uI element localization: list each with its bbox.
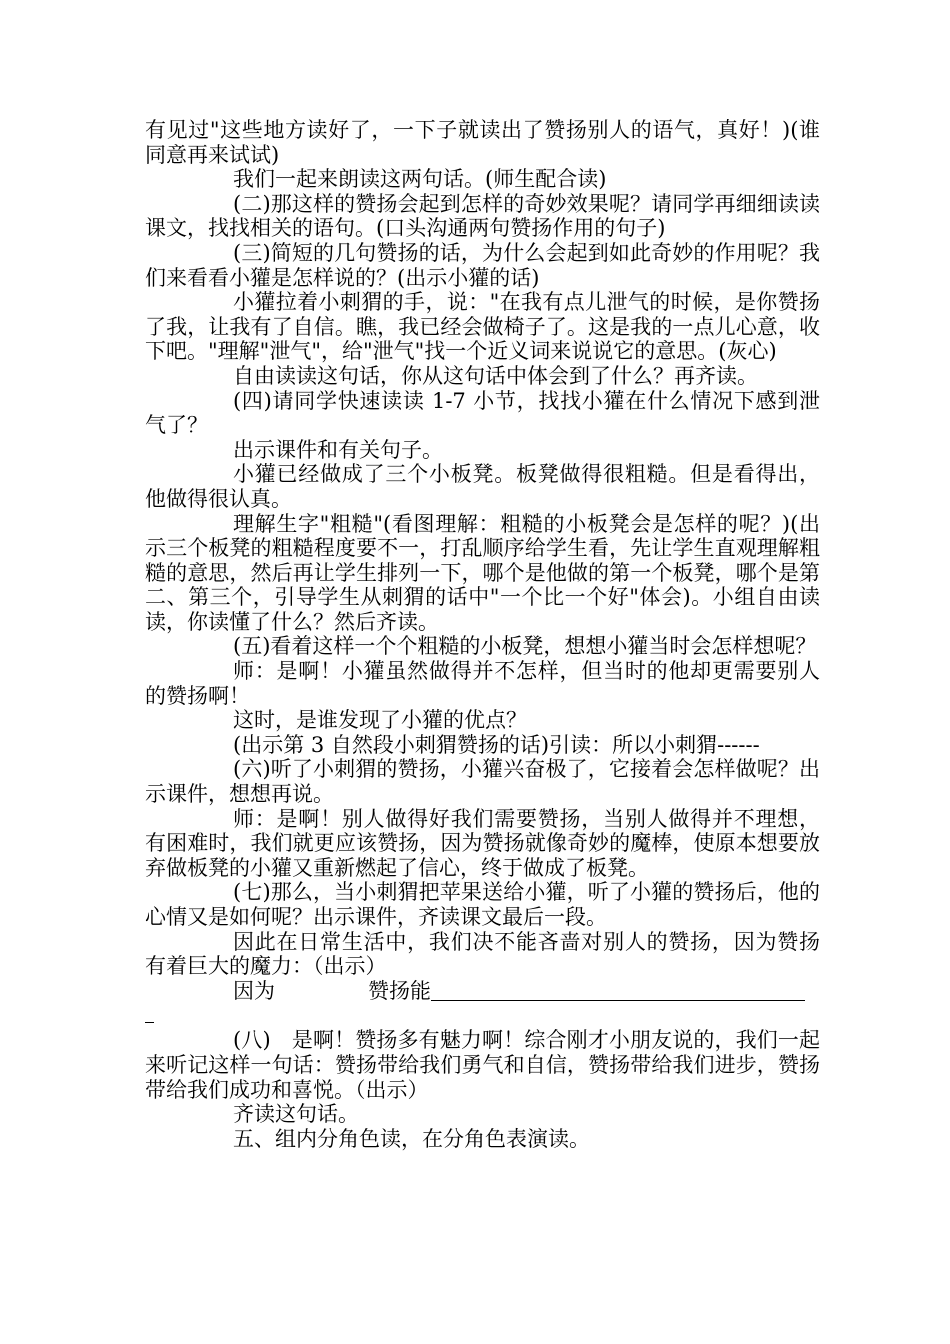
paragraph-8: 出示课件和有关句子。 — [233, 437, 443, 462]
paragraph-2: 我们一起来朗读这两句话。(师生配合读) — [233, 167, 607, 192]
fill-line-left-label: 因为 — [233, 979, 275, 1004]
paragraph-9: 小獾已经做成了三个小板凳。板凳做得很粗糙。但是看得出，他做得很认真。 — [145, 462, 820, 511]
fill-in-line — [145, 979, 820, 1004]
paragraph-14: (出示第 3 自然段小刺猬赞扬的话)引读：所以小刺猬------ — [233, 732, 760, 757]
paragraph-19: (八) 是啊！赞扬多有魅力啊！综合刚才小朋友说的，我们一起来听记这样一句话：赞扬带给我们勇气和自信，赞扬带给我们进步，赞扬带给我们成功和喜悦。（出示） — [145, 1028, 820, 1102]
paragraph-17: (七)那么，当小刺猬把苹果送给小獾，听了小獾的赞扬后，他的心情又是如何呢？出示课件，齐读课文最后一段。 — [145, 880, 820, 929]
underline-mark — [145, 1008, 154, 1023]
paragraph-21: 五、组内分角色读，在分角色表演读。 — [233, 1126, 590, 1151]
paragraph-3: (二)那这样的赞扬会起到怎样的奇妙效果呢？请同学再细细读读课文，找找相关的语句。(口头沟通两句赞扬作用的句子) — [145, 191, 820, 241]
paragraph-10: 理解生字"粗糙"(看图理解：粗糙的小板凳会是怎样的呢？)(出示三个板凳的粗糙程度要不一，打乱顺序给学生看，先让学生直观理解粗糙的意思，然后再让学生排列一下，哪个是他做的第一个板凳，哪个是第二、第三个，引导学生从刺猬的话中"一个比一个好"体会)。小组自由读读，你读懂了什么？然后齐读。 — [145, 511, 820, 634]
document-page — [145, 118, 820, 1151]
paragraph-20: 齐读这句话。 — [233, 1102, 359, 1127]
paragraph-13: 这时，是谁发现了小獾的优点？ — [233, 708, 527, 733]
paragraph-15: (六)听了小刺猬的赞扬，小獾兴奋极了，它接着会怎样做呢？出示课件，想想再说。 — [145, 757, 820, 807]
paragraph-18: 因此在日常生活中，我们决不能吝啬对别人的赞扬，因为赞扬有着巨大的魔力：（出示） — [145, 929, 820, 979]
paragraph-6: 自由读读这句话，你从这句话中体会到了什么？再齐读。 — [233, 363, 758, 388]
fill-blank-underline — [431, 979, 805, 1001]
paragraph-5: 小獾拉着小刺猬的手，说："在我有点儿泄气的时候，是你赞扬了我，让我有了自信。瞧，我已经会做椅子了。这是我的一点儿心意，收下吧。"理解"泄气"，给"泄气"找一个近义词来说说它的意思。(灰心) — [145, 290, 820, 364]
paragraph-7: (四)请同学快速读读 1-7 小节，找找小獾在什么情况下感到泄气了？ — [145, 388, 820, 438]
paragraph-1: 有见过"这些地方读好了，一下子就读出了赞扬别人的语气，真好！)(谁同意再来试试) — [145, 118, 820, 167]
fill-blank-continuation — [145, 1004, 820, 1029]
fill-line-right-label: 赞扬能 — [368, 979, 431, 1004]
paragraph-4: (三)简短的几句赞扬的话，为什么会起到如此奇妙的作用呢？我们来看看小獾是怎样说的？(出示小獾的话) — [145, 240, 820, 290]
paragraph-16: 师：是啊！别人做得好我们需要赞扬，当别人做得并不理想，有困难时，我们就更应该赞扬，因为赞扬就像奇妙的魔棒，使原本想要放弃做板凳的小獾又重新燃起了信心，终于做成了板凳。 — [145, 806, 820, 880]
paragraph-11: (五)看着这样一个个粗糙的小板凳，想想小獾当时会怎样想呢？ — [233, 634, 817, 659]
paragraph-12: 师：是啊！小獾虽然做得并不怎样，但当时的他却更需要别人的赞扬啊！ — [145, 659, 820, 708]
